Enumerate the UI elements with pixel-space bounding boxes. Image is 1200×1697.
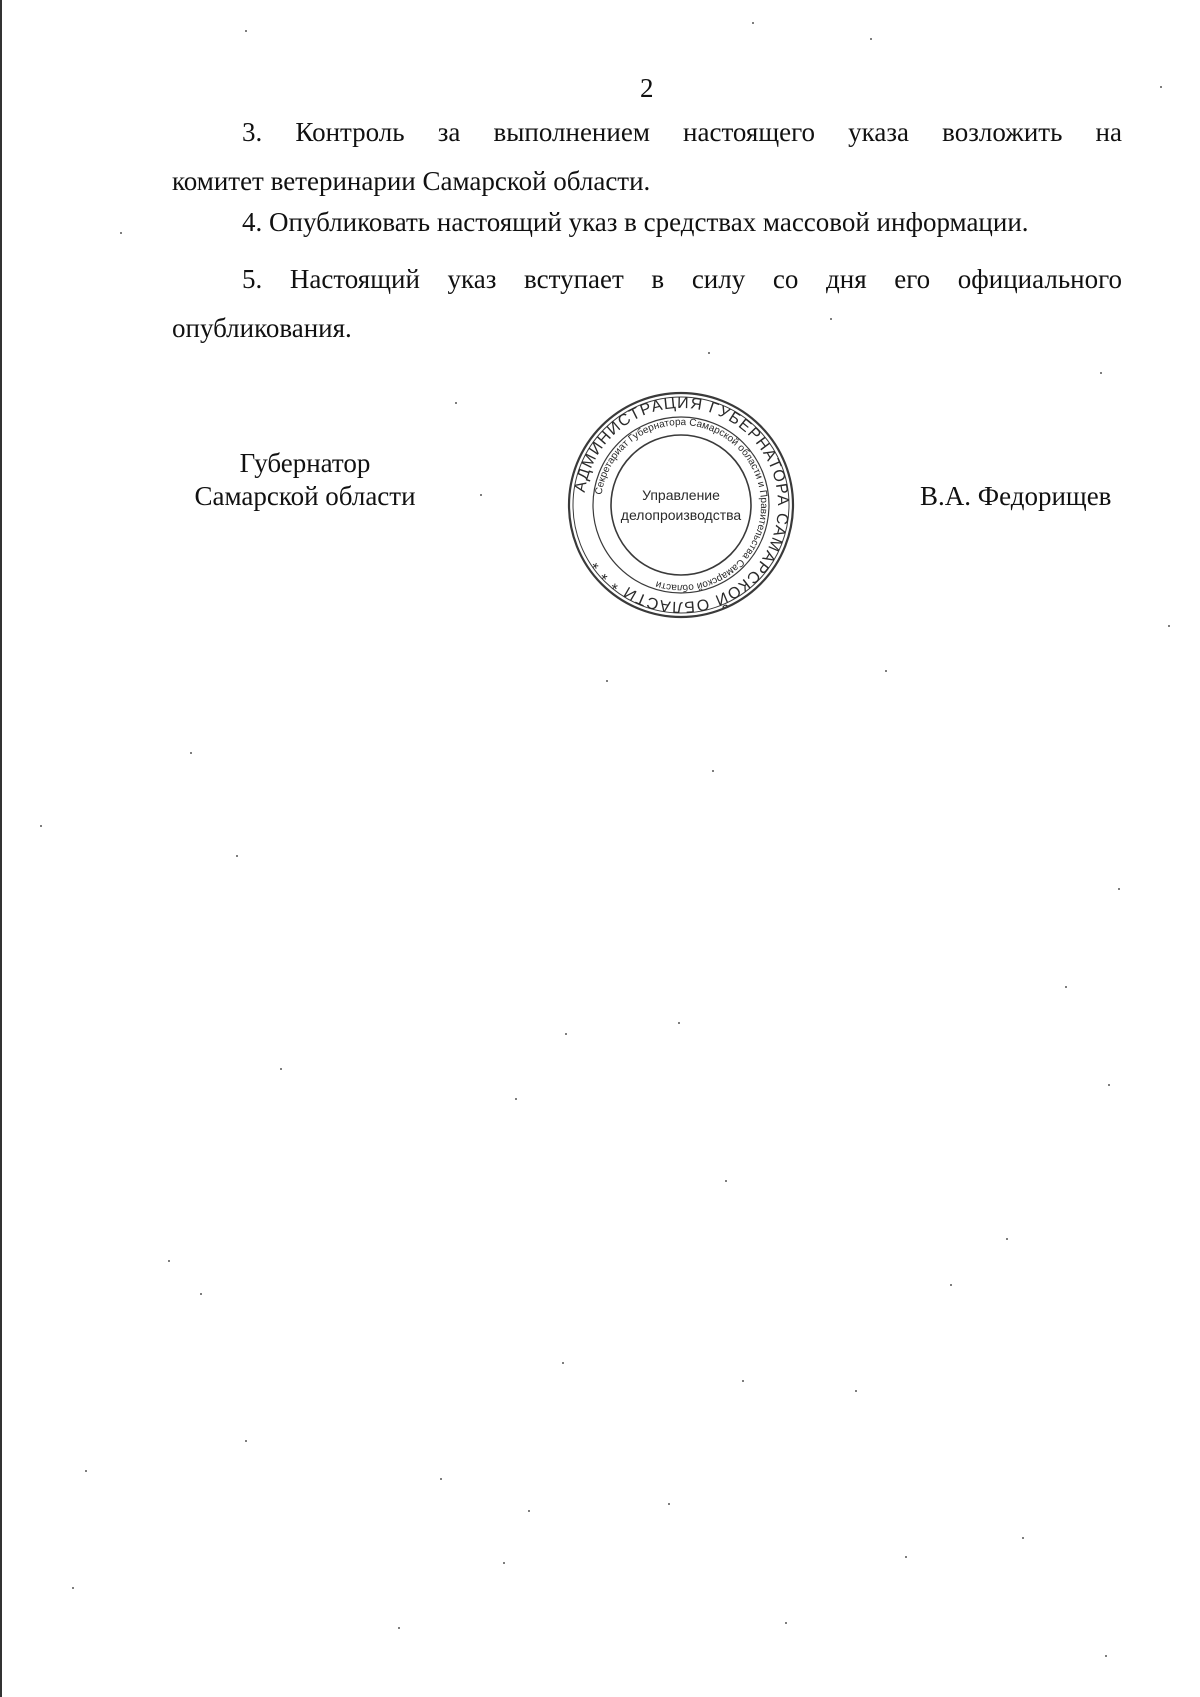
stamp-center-line-1: Управление — [642, 487, 720, 503]
paragraph-4-line-1: 4. Опубликовать настоящий указ в средствах массовой информации. — [242, 207, 1029, 237]
signer-title-line-2: Самарской области — [194, 481, 416, 511]
signer-name: В.А. Федорищев — [920, 481, 1112, 511]
stamp-inner-text: Секретариат Губернатора Самарской области и Правительства Самарской области — [593, 416, 770, 594]
paragraph-3-line-2: комитет ветеринарии Самарской области. — [172, 166, 651, 196]
signer-title-line-1: Губернатор — [239, 448, 371, 478]
paragraph-3-line-1: 3. Контроль за выполнением настоящего указа возложить на — [242, 117, 1122, 147]
stamp-center-line-2: делопроизводства — [620, 507, 742, 523]
paragraph-5-line-1: 5. Настоящий указ вступает в силу со дня его официального — [242, 264, 1122, 294]
page-number: 2 — [640, 73, 654, 103]
stamp-outer-text: АДМИНИСТРАЦИЯ ГУБЕРНАТОРА САМАРСКОЙ ОБЛАСТИ * * * — [571, 394, 792, 616]
paragraph-5-line-2: опубликования. — [172, 313, 352, 343]
